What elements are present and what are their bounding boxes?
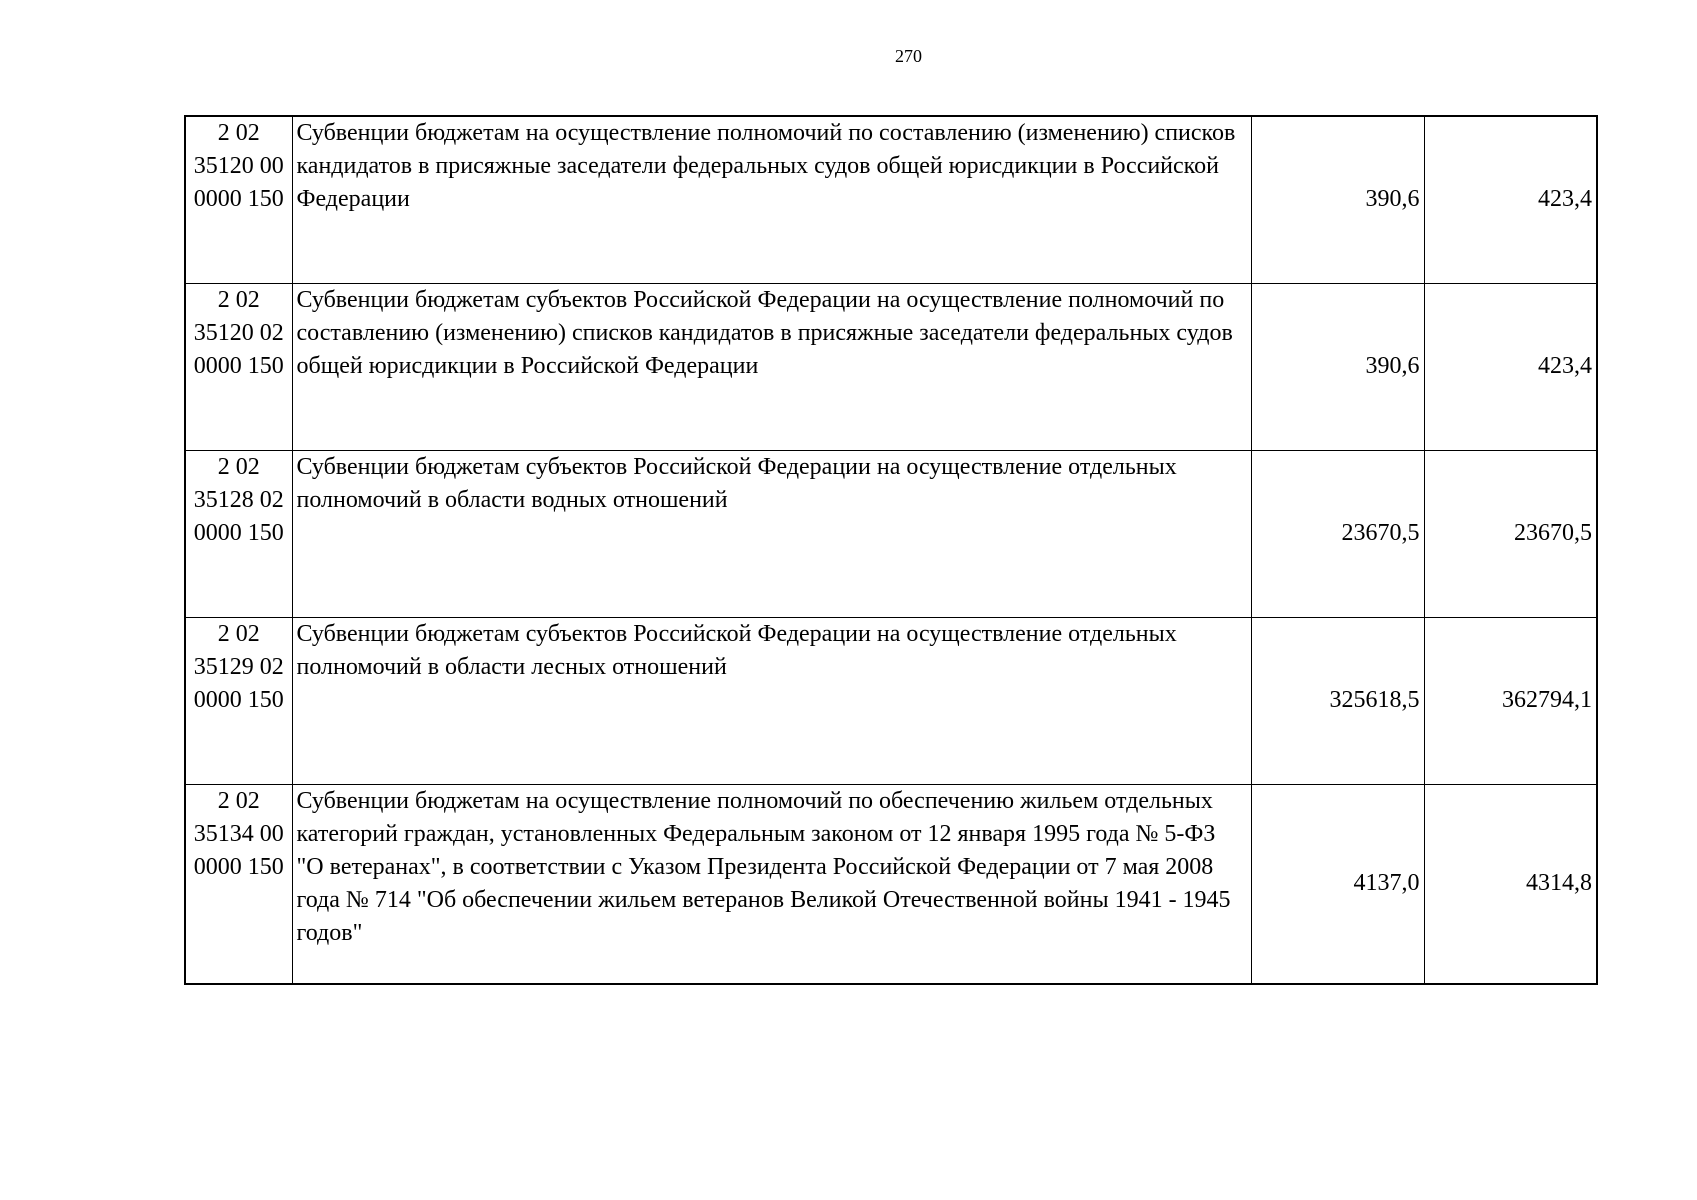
table-row <box>185 116 1597 283</box>
classification-code: 2 02 35134 00 0000 150 <box>185 784 292 984</box>
table-row <box>185 450 1597 617</box>
classification-code: 2 02 35129 02 0000 150 <box>185 617 292 784</box>
amount-year-2: 23670,5 <box>1424 450 1597 617</box>
amount-year-1: 325618,5 <box>1251 617 1424 784</box>
income-description: Субвенции бюджетам субъектов Российской Федерации на осуществление отдельных полномочий в области водных отношений <box>292 450 1251 617</box>
amount-year-2: 423,4 <box>1424 116 1597 283</box>
classification-code: 2 02 35128 02 0000 150 <box>185 450 292 617</box>
income-description: Субвенции бюджетам субъектов Российской Федерации на осуществление отдельных полномочий в области лесных отношений <box>292 617 1251 784</box>
amount-year-2: 362794,1 <box>1424 617 1597 784</box>
amount-year-2: 4314,8 <box>1424 784 1597 984</box>
income-description: Субвенции бюджетам субъектов Российской Федерации на осуществление полномочий по составлению (изменению) списков кандидатов в присяжные заседатели федеральных судов общей юрисдикции в Российской Федерации <box>292 283 1251 450</box>
amount-year-1: 390,6 <box>1251 283 1424 450</box>
amount-year-1: 4137,0 <box>1251 784 1424 984</box>
income-description: Субвенции бюджетам на осуществление полномочий по обеспечению жильем отдельных категорий граждан, установленных Федеральным законом от 12 января 1995 года № 5-ФЗ "О ветеранах", в соответствии с Указом Президента Российской Федерации от 7 мая 2008 года № 714 "Об обеспечении жильем ветеранов Великой Отечественной войны 1941 - 1945 годов" <box>292 784 1251 984</box>
income-description: Субвенции бюджетам на осуществление полномочий по составлению (изменению) списков кандидатов в присяжные заседатели федеральных судов общей юрисдикции в Российской Федерации <box>292 116 1251 283</box>
budget-table <box>184 115 1598 985</box>
table-row <box>185 617 1597 784</box>
classification-code: 2 02 35120 02 0000 150 <box>185 283 292 450</box>
amount-year-1: 390,6 <box>1251 116 1424 283</box>
table-row <box>185 283 1597 450</box>
table-row <box>185 784 1597 984</box>
amount-year-2: 423,4 <box>1424 283 1597 450</box>
amount-year-1: 23670,5 <box>1251 450 1424 617</box>
page-number: 270 <box>895 46 922 66</box>
classification-code: 2 02 35120 00 0000 150 <box>185 116 292 283</box>
